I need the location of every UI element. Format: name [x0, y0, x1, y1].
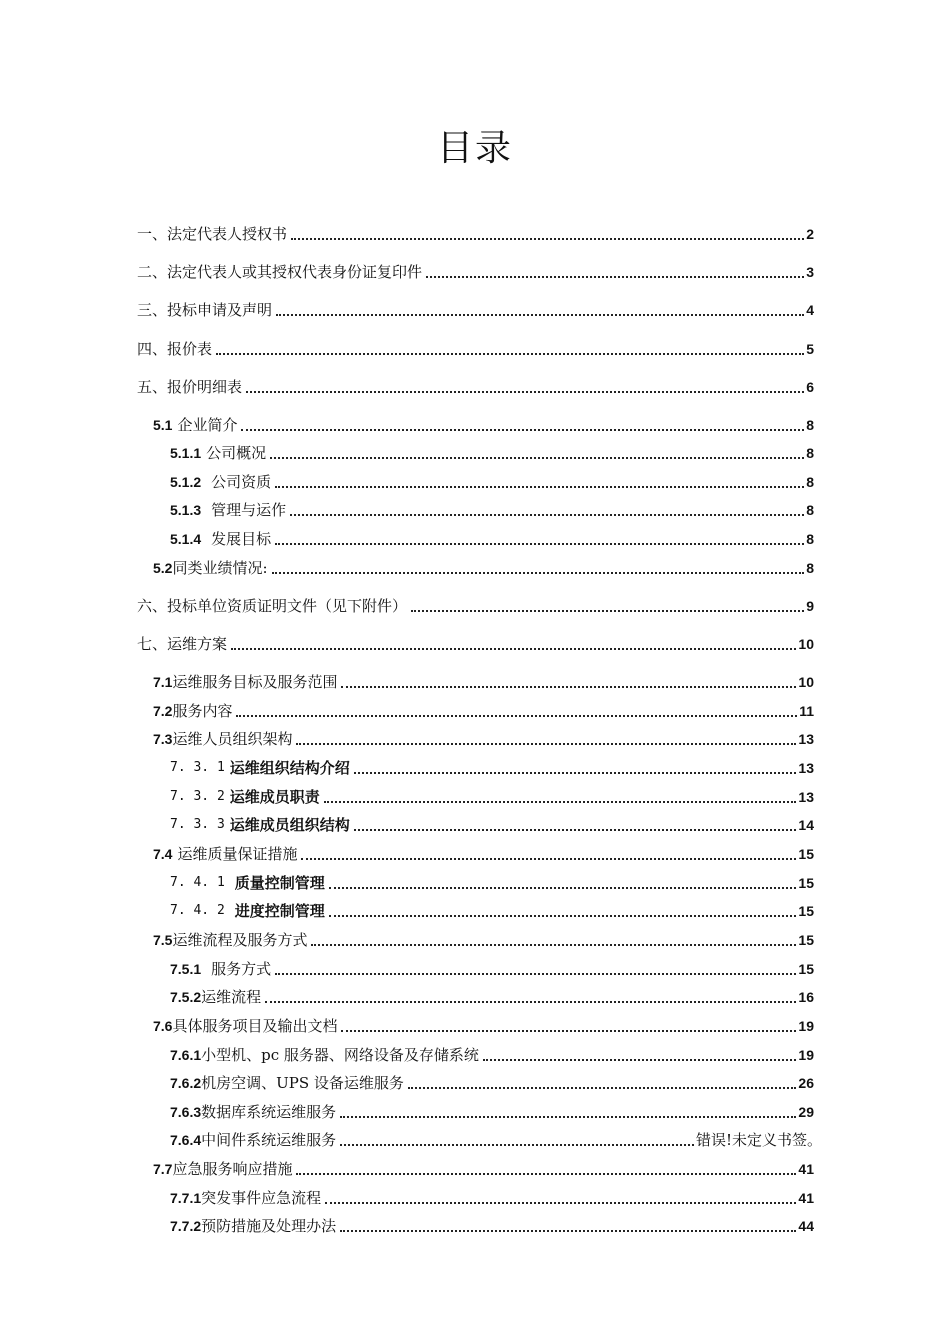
toc-leader [216, 351, 804, 355]
toc-entry[interactable] [170, 899, 814, 921]
toc-entry-text: 突发事件应急流程 [201, 1189, 322, 1207]
toc-leader [426, 274, 804, 278]
toc-leader [275, 971, 796, 975]
toc-entry[interactable] [137, 260, 814, 282]
toc-entry-number: 7.6 [153, 1018, 173, 1034]
toc-entry-number: 7.5.2 [170, 989, 202, 1005]
toc-entry-text: 进度控制管理 [234, 902, 325, 920]
toc-entry[interactable] [170, 1071, 814, 1093]
toc-leader [411, 608, 804, 612]
toc-leader [340, 1114, 796, 1118]
toc-page-number: 15 [798, 903, 814, 919]
toc-entry[interactable] [170, 1214, 814, 1236]
toc-entry-number: 7.5 [153, 932, 173, 948]
toc-page-number: 2 [806, 226, 814, 242]
toc-leader [354, 827, 797, 831]
toc-leader [275, 484, 804, 488]
toc-page-number: 16 [798, 989, 814, 1005]
toc-entry-number: 7. 3. 1 [170, 760, 225, 775]
toc-leader [329, 885, 797, 889]
toc-page-number: 3 [806, 264, 814, 280]
toc-page-number: 8 [806, 531, 814, 547]
toc-entry-text: 服务方式 [211, 960, 272, 978]
toc-entry-text: 五、报价明细表 [137, 378, 243, 396]
toc-entry[interactable] [170, 957, 814, 979]
toc-entry-text: 质量控制管理 [234, 874, 325, 892]
toc-entry-text: 运维流程 [201, 988, 262, 1006]
toc-entry-text: 四、报价表 [137, 340, 213, 358]
page-title: 目录 [436, 128, 513, 169]
toc-entry-number: 7.5.1 [170, 961, 202, 977]
toc-entry[interactable] [137, 222, 814, 244]
toc-leader [483, 1057, 797, 1061]
toc-entry-text: 运维流程及服务方式 [172, 931, 308, 949]
toc-entry-number: 7. 4. 2 [170, 903, 225, 918]
toc-entry-number: 7.6.4 [170, 1132, 202, 1148]
toc-entry-text: 运维质量保证措施 [177, 845, 298, 863]
toc-entry[interactable] [170, 1186, 814, 1208]
toc-page-number: 10 [798, 674, 814, 690]
toc-entry[interactable] [170, 985, 814, 1007]
toc-page-number: 44 [798, 1218, 814, 1234]
toc-entry-number: 7.6.1 [170, 1047, 202, 1063]
toc-page-number: 19 [798, 1047, 814, 1063]
toc-entry[interactable] [153, 413, 814, 435]
toc-entry-number: 7.4 [153, 846, 173, 862]
toc-entry-text: 同类业绩情况: [172, 559, 268, 577]
toc-entry-text: 七、运维方案 [137, 635, 228, 653]
toc-page-number: 10 [798, 636, 814, 652]
toc-page-number: 13 [798, 731, 814, 747]
toc-leader [354, 770, 797, 774]
toc-entry-text: 一、法定代表人授权书 [137, 225, 288, 243]
toc-entry-text: 小型机、pc 服务器、网络设备及存储系统 [201, 1046, 479, 1064]
toc-page-number: 8 [806, 474, 814, 490]
toc-entry[interactable] [137, 632, 814, 654]
toc-entry-number: 5.1.3 [170, 502, 202, 518]
toc-page-number: 29 [798, 1104, 814, 1120]
toc-leader [311, 942, 796, 946]
toc-entry[interactable] [137, 337, 814, 359]
toc-leader [340, 1142, 694, 1146]
toc-entry[interactable] [170, 1100, 814, 1122]
toc-leader [270, 455, 804, 459]
toc-leader [265, 999, 796, 1003]
toc-entry[interactable] [137, 298, 814, 320]
toc-entry-text: 运维成员职责 [229, 788, 320, 806]
toc-entry[interactable] [170, 441, 814, 463]
toc-page-number: 15 [798, 961, 814, 977]
toc-entry-text: 六、投标单位资质证明文件（见下附件） [137, 597, 408, 615]
toc-entry[interactable] [153, 670, 814, 692]
toc-entry-text: 服务内容 [172, 702, 233, 720]
toc-entry-text: 运维人员组织架构 [172, 730, 293, 748]
toc-entry-text: 企业简介 [177, 416, 238, 434]
toc-entry[interactable] [153, 699, 814, 721]
toc-page-number: 错误!未定义书签。 [695, 1131, 822, 1149]
toc-entry-number: 7. 3. 2 [170, 789, 225, 804]
toc-leader [340, 1228, 796, 1232]
toc-page-number: 5 [806, 341, 814, 357]
toc-page-number: 15 [798, 932, 814, 948]
toc-entry-number: 5.2 [153, 560, 173, 576]
toc-leader [231, 646, 796, 650]
toc-entry[interactable] [170, 871, 814, 893]
toc-entry-text: 运维成员组织结构 [229, 816, 350, 834]
toc-leader [325, 1200, 796, 1204]
toc-entry-text: 管理与运作 [211, 501, 287, 519]
toc-entry-number: 5.1.2 [170, 474, 202, 490]
toc-page-number: 15 [798, 846, 814, 862]
toc-page-number: 4 [806, 302, 814, 318]
toc-entry[interactable] [170, 756, 814, 778]
toc-page-number: 8 [806, 417, 814, 433]
toc-entry-number: 7.1 [153, 674, 173, 690]
toc-entry-number: 7.7 [153, 1161, 173, 1177]
toc-page-number: 15 [798, 875, 814, 891]
toc-entry-number: 7.3 [153, 731, 173, 747]
toc-leader [296, 741, 796, 745]
toc-entry[interactable] [153, 556, 814, 578]
toc-entry-text: 运维服务目标及服务范围 [172, 673, 338, 691]
toc-entry-text: 中间件系统运维服务 [201, 1131, 337, 1149]
toc-entry-text: 数据库系统运维服务 [201, 1103, 337, 1121]
toc-page-number: 26 [798, 1075, 814, 1091]
toc-entry[interactable] [170, 470, 814, 492]
toc-entry[interactable] [170, 527, 814, 549]
toc-leader [290, 512, 804, 516]
toc-entry[interactable] [170, 785, 814, 807]
toc-page-number: 8 [806, 502, 814, 518]
toc-leader [272, 570, 805, 574]
toc-entry-text: 具体服务项目及输出文档 [172, 1017, 338, 1035]
toc-entry-number: 5.1.4 [170, 531, 202, 547]
toc-entry-number: 5.1 [153, 417, 173, 433]
toc-entry-number: 7.7.1 [170, 1190, 202, 1206]
toc-leader [276, 312, 804, 316]
toc-entry[interactable] [170, 1128, 822, 1150]
toc-page-number: 8 [806, 560, 814, 576]
toc-entry-number: 7. 4. 1 [170, 875, 225, 890]
toc-leader [296, 1171, 796, 1175]
toc-page-number: 13 [798, 789, 814, 805]
toc-page-number: 41 [798, 1190, 814, 1206]
toc-leader [329, 913, 797, 917]
toc-entry-text: 三、投标申请及声明 [137, 301, 273, 319]
toc-leader [246, 389, 804, 393]
toc-entry-text: 预防措施及处理办法 [201, 1217, 337, 1235]
toc-entry-text: 公司概况 [206, 444, 267, 462]
toc-leader [241, 427, 804, 431]
toc-page-number: 19 [798, 1018, 814, 1034]
toc-entry[interactable] [153, 1157, 814, 1179]
toc-entry[interactable] [153, 842, 814, 864]
toc-entry-text: 运维组织结构介绍 [229, 759, 350, 777]
toc-page-number: 8 [806, 445, 814, 461]
toc-entry-text: 公司资质 [211, 473, 272, 491]
toc-entry-number: 5.1.1 [170, 445, 202, 461]
toc-page-number: 14 [798, 817, 814, 833]
toc-entry[interactable] [170, 813, 814, 835]
toc-entry[interactable] [137, 594, 814, 616]
toc-entry-text: 二、法定代表人或其授权代表身份证复印件 [137, 263, 423, 281]
toc-entry-text: 机房空调、UPS 设备运维服务 [201, 1074, 404, 1092]
toc-page-number: 6 [806, 379, 814, 395]
toc-leader [275, 541, 804, 545]
toc-page-number: 11 [799, 703, 814, 719]
toc-entry[interactable] [137, 375, 814, 397]
toc-leader [324, 799, 797, 803]
toc-entry-number: 7.7.2 [170, 1218, 202, 1234]
toc-entry[interactable] [153, 727, 814, 749]
toc-entry-number: 7. 3. 3 [170, 817, 225, 832]
toc-entry[interactable] [153, 928, 814, 950]
toc-entry-number: 7.6.3 [170, 1104, 202, 1120]
toc-entry-text: 发展目标 [211, 530, 272, 548]
toc-entry[interactable] [170, 1043, 814, 1065]
toc-page-number: 9 [806, 598, 814, 614]
toc-entry-text: 应急服务响应措施 [172, 1160, 293, 1178]
toc-leader [341, 1028, 796, 1032]
toc-leader [301, 856, 796, 860]
toc-entry-number: 7.2 [153, 703, 173, 719]
toc-page-number: 13 [798, 760, 814, 776]
toc-entry-number: 7.6.2 [170, 1075, 202, 1091]
toc-leader [291, 236, 804, 240]
toc-entry[interactable] [153, 1014, 814, 1036]
toc-page-number: 41 [798, 1161, 814, 1177]
toc-leader [408, 1085, 797, 1089]
toc-entry[interactable] [170, 498, 814, 520]
toc-leader [341, 684, 796, 688]
toc-leader [236, 713, 797, 717]
